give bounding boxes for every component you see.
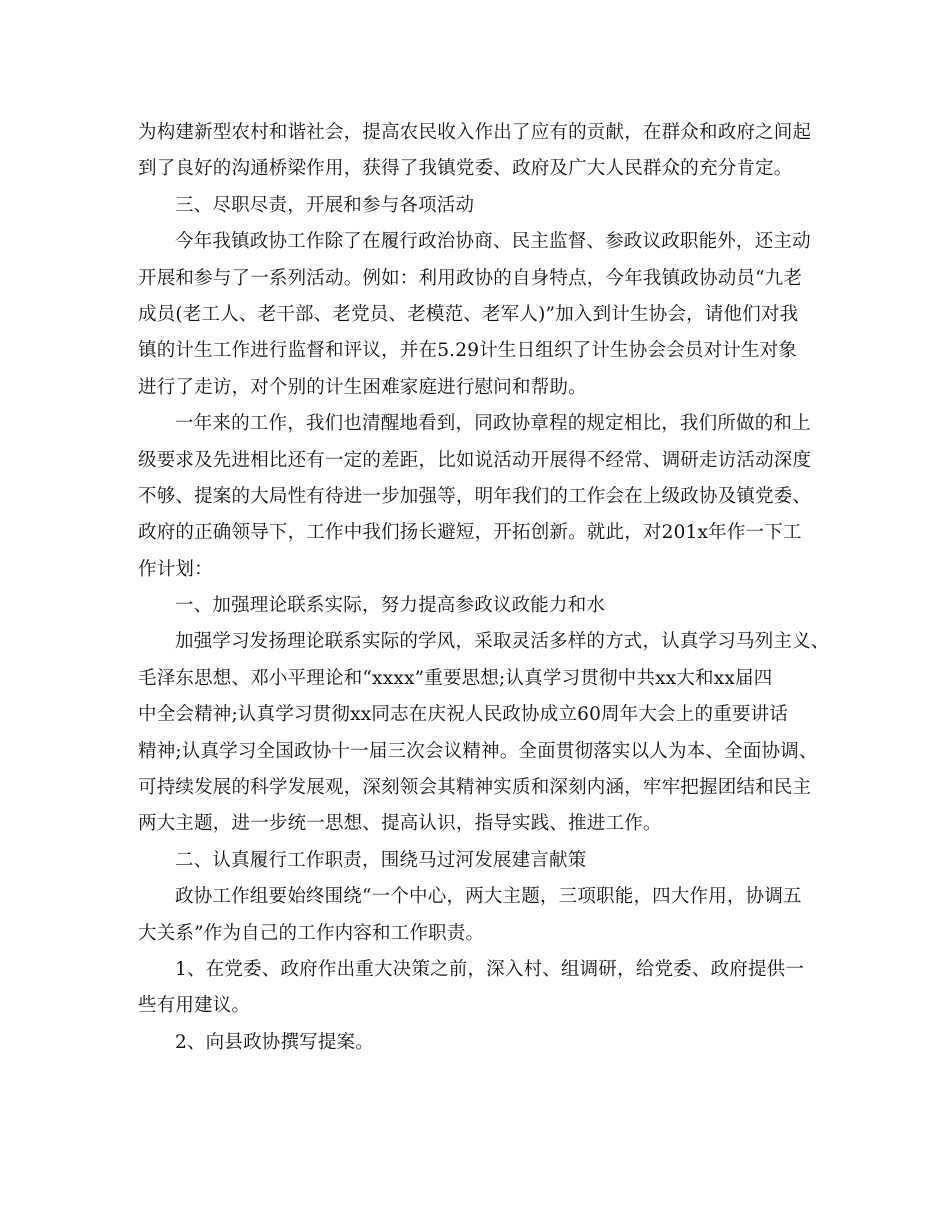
document-body [138, 115, 828, 1061]
paragraph-line: 一年来的工作，我们也清醒地看到，同政协章程的规定相比，我们所做的和上 [175, 413, 811, 435]
paragraph-line: 成员(老工人、老干部、老党员、老模范、老军人)”加入到计生协会，请他们对我 [138, 303, 799, 325]
paragraph-line: 镇的计生工作进行监督和评议，并在5.29计生日组织了计生协会会员对计生对象 [138, 340, 798, 362]
paragraph-line: 今年我镇政协工作除了在履行政治协商、民主监督、参政议政职能外，还主动 [175, 231, 811, 253]
list-item: 2、向县政协撰写提案。 [175, 1031, 374, 1053]
section-heading: 三、尽职尽责，开展和参与各项活动 [175, 194, 475, 216]
section-heading: 一、加强理论联系实际，努力提高参政议政能力和水 [175, 595, 606, 617]
paragraph-line: 两大主题，进一步统一思想、提高认识，指导实践、推进工作。 [138, 813, 662, 835]
paragraph-line: 可持续发展的科学发展观，深刻领会其精神实质和深刻内涵，牢牢把握团结和民主 [138, 777, 812, 799]
list-item-continuation: 些有用建议。 [138, 995, 251, 1017]
paragraph-line: 作计划： [138, 558, 213, 580]
paragraph-line: 毛泽东思想、邓小平理论和“xxxx”重要思想;认真学习贯彻中共xx大和xx届四 [138, 667, 773, 689]
section-heading: 二、认真履行工作职责，围绕马过河发展建言献策 [175, 849, 587, 871]
paragraph-line: 开展和参与了一系列活动。例如：利用政协的自身特点，今年我镇政协动员“九老 [138, 267, 803, 289]
paragraph-line: 政府的正确领导下，工作中我们扬长避短，开拓创新。就此，对201x年作一下工 [138, 522, 802, 544]
paragraph-line: 进行了走访，对个别的计生困难家庭进行慰问和帮助。 [138, 376, 587, 398]
paragraph-line: 为构建新型农村和谐社会，提高农民收入作出了应有的贡献，在群众和政府之间起 [138, 122, 812, 143]
paragraph-line: 大关系”作为自己的工作内容和工作职责。 [138, 922, 485, 944]
paragraph-line: 级要求及先进相比还有一定的差距，比如说活动开展得不经常、调研走访活动深度 [138, 449, 812, 471]
paragraph-line: 精神;认真学习全国政协十一届三次会议精神。全面贯彻落实以人为本、全面协调、 [138, 740, 818, 762]
list-item: 1、在党委、政府作出重大决策之前，深入村、组调研，给党委、政府提供一 [175, 958, 805, 980]
paragraph-line: 政协工作组要始终围绕“一个中心，两大主题，三项职能，四大作用，协调五 [175, 886, 802, 908]
paragraph-line: 不够、提案的大局性有待进一步加强等，明年我们的工作会在上级政协及镇党委、 [138, 485, 812, 507]
paragraph-line: 到了良好的沟通桥梁作用，获得了我镇党委、政府及广大人民群众的充分肯定。 [138, 158, 793, 180]
paragraph-line: 加强学习发扬理论联系实际的学风，采取灵活多样的方式，认真学习马列主义、 [175, 631, 830, 653]
paragraph-line: 中全会精神;认真学习贯彻xx同志在庆祝人民政协成立60周年大会上的重要讲话 [138, 704, 789, 726]
